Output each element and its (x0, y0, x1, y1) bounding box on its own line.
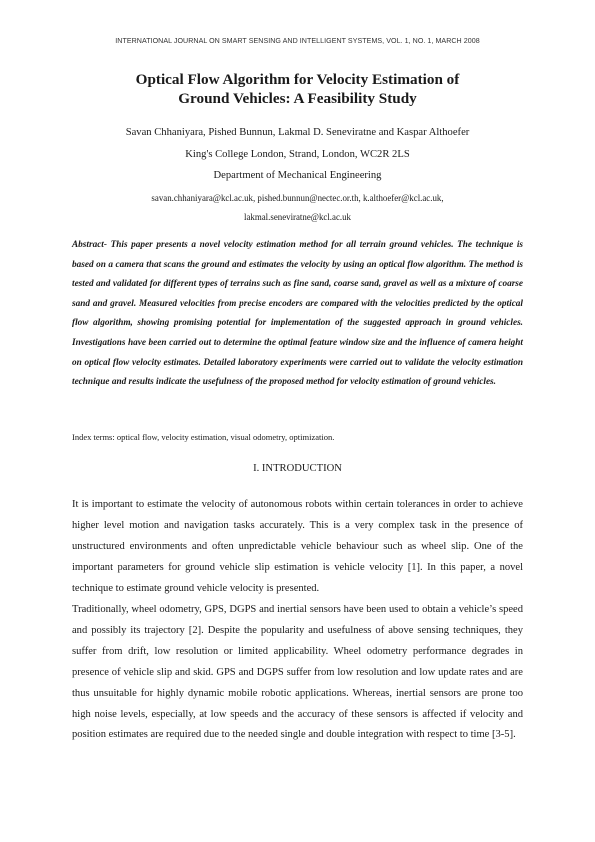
paper-title (0, 70, 595, 108)
abstract: Abstract- This paper presents a novel velocity estimation method for all terrain ground vehicles. The technique is based on a camera that scans the ground and estimates the velocity by using an optical flow algorithm. The method is tested and validated for different types of terrains such as fine sand, coarse sand, gravel as well as a mixture of coarse sand and gravel. Measured velocities from precise encoders are compared with the velocities predicted by the optical flow algorithm, showing promising potential for implementation of the suggested approach in ground vehicles. Investigations have been carried out to determine the optimal feature window size and the influence of camera height on optical flow velocity estimates. Detailed laboratory experiments were carried out to validate the velocity estimation technique and results indicate the usefulness of the proposed method for velocity estimation of ground vehicles. (72, 240, 523, 388)
author-emails (0, 189, 595, 227)
author-emails-line-1: savan.chhaniyara@kcl.ac.uk, pished.bunnun@nectec.or.th, k.althoefer@kcl.ac.uk, (151, 193, 444, 203)
author-emails-line-2: lakmal.seneviratne@kcl.ac.uk (244, 212, 351, 222)
index-terms: Index terms: optical flow, velocity estimation, visual odometry, optimization. (72, 432, 335, 442)
body-paragraph: It is important to estimate the velocity of autonomous robots within certain tolerances in order to achieve higher level motion and navigation tasks accurately. This is a very complex task in the presence of unstructured environments and often unpredictable vehicle behaviour such as wheel slip. One of the important parameters for ground vehicle slip estimation is vehicle velocity [1]. In this paper, a novel technique to estimate ground vehicle velocity is presented. (72, 499, 523, 594)
affiliation: King's College London, Strand, London, WC2R 2LS (185, 149, 410, 160)
author-list: Savan Chhaniyara, Pished Bunnun, Lakmal D. Seneviratne and Kaspar Althoefer (125, 127, 470, 138)
paper-title-line-1: Optical Flow Algorithm for Velocity Estimation of (135, 71, 460, 88)
department: Department of Mechanical Engineering (213, 170, 382, 181)
paper-title-line-2: Ground Vehicles: A Feasibility Study (178, 90, 417, 107)
section-heading-introduction: I. INTRODUCTION (253, 463, 342, 474)
body-paragraph: Traditionally, wheel odometry, GPS, DGPS and inertial sensors have been used to obtain a vehicle’s speed and possibly its trajectory [2]. Despite the popularity and usefulness of above sensing techniques, they suffer from drift, low resolution or limited applicability. Wheel odometry performance degrades in presence of vehicle slip and skid. GPS and DGPS suffer from low resolution and low update rates and are thus unsuitable for highly dynamic mobile robotic applications. Whereas, inertial sensors are prone too high noise levels, especially, at low speeds and the accuracy of these sensors is affected if velocity and position estimates are required due to the needed single and double integration with respect to time [3-5]. (72, 604, 523, 741)
running-header: INTERNATIONAL JOURNAL ON SMART SENSING AND INTELLIGENT SYSTEMS, VOL. 1, NO. 1, MARCH 2008 (115, 37, 480, 45)
